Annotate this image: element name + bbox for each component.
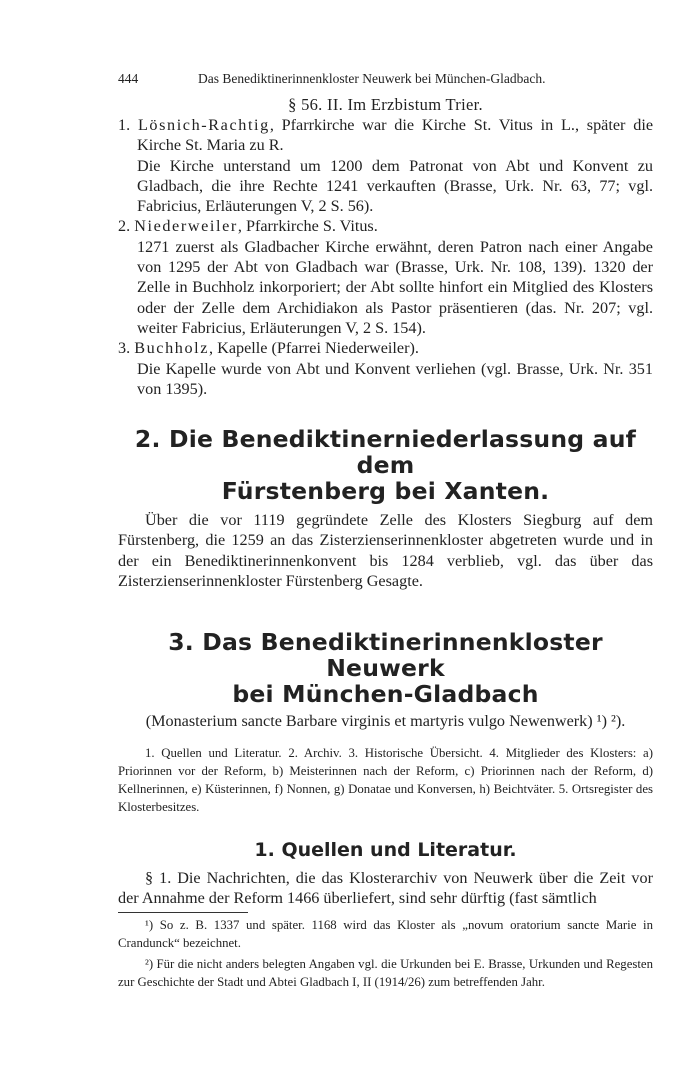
running-header — [118, 70, 653, 87]
entry-number: 3. — [118, 339, 131, 358]
entry-body: Die Kapelle wurde von Abt und Konvent verliehen (vgl. Brasse, Urk. Nr. 351 von 1395). — [137, 359, 653, 398]
chapter-2-heading: 2. Die Benediktinerniederlassung auf dem Fürstenberg bei Xanten. — [134, 425, 637, 506]
chapter-3-heading: 3. Das Benediktinerinnenkloster Neuwerk bei München-Gladbach — [168, 628, 603, 709]
page-number: 444 — [118, 71, 139, 86]
footnote-divider — [118, 912, 248, 913]
section-heading: § 56. II. Im Erzbistum Trier. — [288, 95, 483, 114]
footnote: ²) Für die nicht anders belegten Angaben vgl. die Urkunden bei E. Brasse, Urkunden und Regesten zur Geschichte der Stadt und Abtei Gladbach I, II (1914/26) zum betreffenden Jahr. — [118, 957, 653, 990]
section-1-paragraph: § 1. Die Nachrichten, die das Klosterarchiv von Neuwerk über die Zeit vor der Annahme der Reform 1466 überliefert, sind sehr dürftig (fast sämtlich — [118, 868, 653, 907]
entry-place-name: Buchholz — [134, 339, 210, 358]
entry-first-line: , Pfarrkirche S. Vitus. — [237, 217, 378, 236]
table-of-contents: 1. Quellen und Literatur. 2. Archiv. 3. Historische Übersicht. 4. Mitglieder des Klosters: a) Priorinnen vor der Reform, b) Meisterinnen nach der Reform, c) Priorinnen nach der Reform, d) Kellnerinnen, e) Küsterinnen, f) Nonnen, g) Donatae und Konversen, h) Beichtväter. 5. Ortsregister des Klosterbesitzes. — [118, 745, 653, 814]
entry-body: Die Kirche unterstand um 1200 dem Patronat von Abt und Konvent zu Gladbach, die ihre Rechte 1241 verkauften (Brasse, Urk. Nr. 63, 77; vgl. Fabricius, Erläuterungen V, 2 S. 56). — [137, 156, 653, 216]
chapter-2-paragraph: Über die vor 1119 gegründete Zelle des Klosters Siegburg auf dem Fürstenberg, die 1259 an das Zisterzienserinnenkloster abgetreten wurde und in der ein Benediktinerinnenkonvent bis 1284 verblieb, vgl. das über das Zisterzienserinnenkloster Fürstenberg Gesagte. — [118, 511, 653, 591]
section-1-heading: 1. Quellen und Literatur. — [254, 838, 517, 861]
entry-first-line: , Pfarrkirche war die Kirche St. Vitus in L., später die Kirche St. Maria zu R. — [137, 116, 654, 155]
entry-place-name: Lösnich-Rachtig — [137, 116, 270, 134]
running-title: Das Benediktinerinnenkloster Neuwerk bei München-Gladbach. — [198, 71, 546, 86]
list-item — [118, 216, 653, 338]
entry-place-name: Niederweiler — [134, 217, 238, 236]
entry-number: 1. — [118, 116, 131, 134]
list-item — [118, 338, 653, 399]
footnote-mark: ¹) — [145, 918, 154, 933]
entry-number: 2. — [118, 217, 131, 236]
entry-body: 1271 zuerst als Gladbacher Kirche erwähnt, deren Patron nach einer Angabe von 1295 der Abt von Gladbach war (Brasse, Urk. Nr. 108, 139). 1320 der Zelle in Buchholz inkorporiert; der Abt sollte hinfort ein Mitglied des Klosters oder der Zelle dem Archidiakon als Pastor präsentieren (das. Nr. 207; vgl. weiter Fabricius, Erläuterungen V, 2 S. 154). — [137, 237, 653, 337]
footnote: ¹) So z. B. 1337 und später. 1168 wird das Kloster als „novum oratorium sancte Marie in Crandunck“ bezeichnet. — [118, 918, 653, 951]
list-item — [118, 115, 653, 216]
entry-first-line: , Kapelle (Pfarrei Niederweiler). — [209, 339, 419, 358]
footnote-mark: ²) — [145, 957, 154, 972]
page — [118, 70, 653, 991]
chapter-3-subtitle: (Monasterium sancte Barbare virginis et martyris vulgo Newenwerk) ¹) ²). — [145, 712, 626, 731]
footnote-markers: ¹) ²). — [596, 712, 626, 731]
